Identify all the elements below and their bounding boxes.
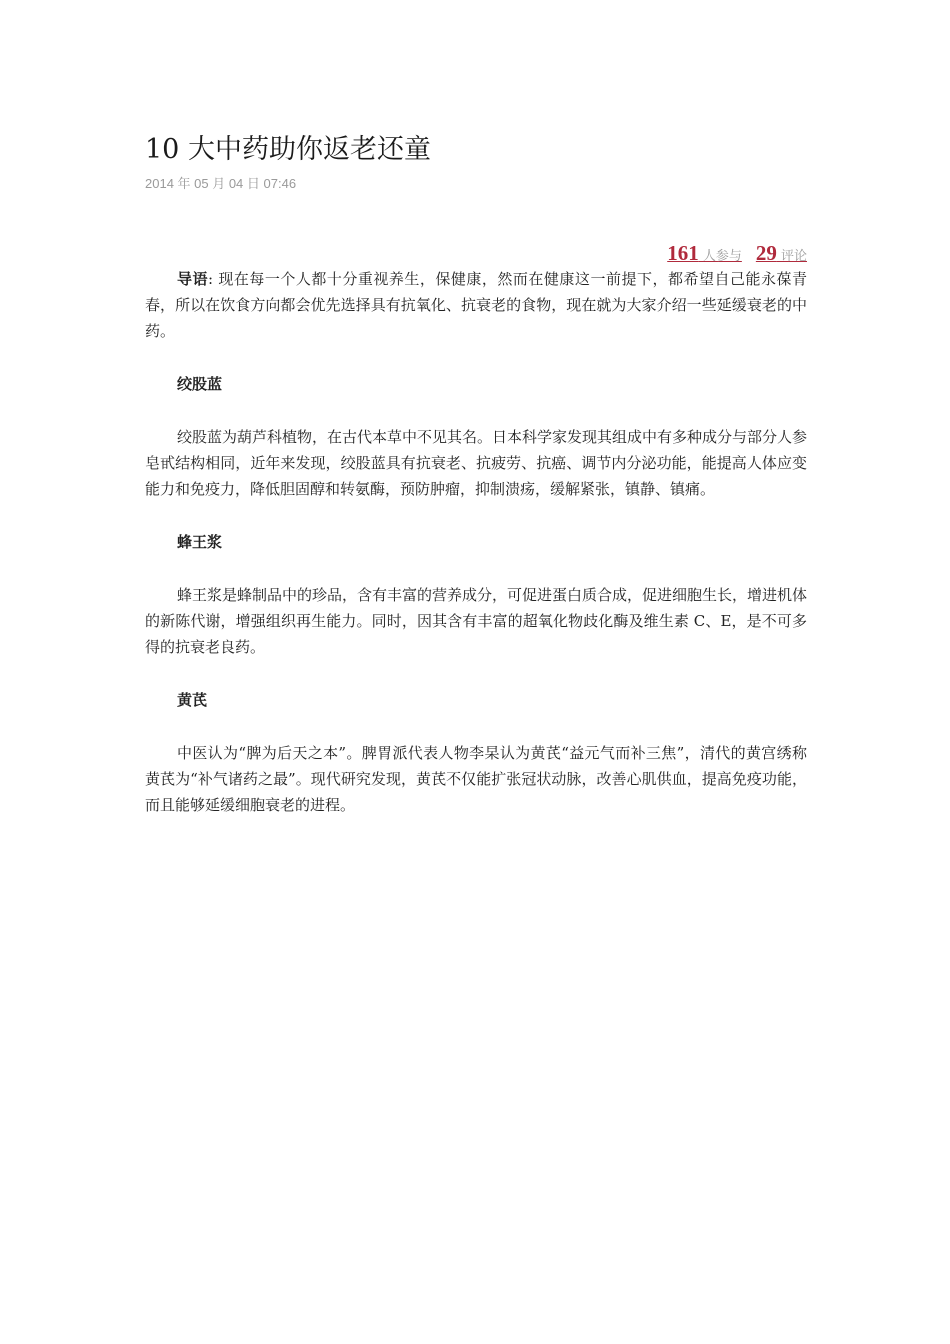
comments-link[interactable] xyxy=(755,241,807,265)
participants-label: 人参与 xyxy=(698,249,742,264)
intro-label: 导语 xyxy=(177,270,209,288)
section-heading-jiaogulan: 绞股蓝 xyxy=(177,375,223,393)
section-heading-royal-jelly: 蜂王浆 xyxy=(177,533,223,551)
intro-text: : 现在每一个人都十分重视养生，保健康，然而在健康这一前提下，都希望自己能永葆青春，所以在饮食方向都会优先选择具有抗氧化、抗衰老的食物，现在就为大家介绍一些延缓衰老的中药。 xyxy=(145,270,807,340)
section-heading-astragalus: 黄芪 xyxy=(177,691,208,709)
comments-label: 评论 xyxy=(776,249,807,264)
participants-count: 161 xyxy=(667,241,699,265)
section-body-astragalus: 中医认为“脾为后天之本”。脾胃派代表人物李杲认为黄芪“益元气而补三焦”，清代的黄宫绣称黄芪为“补气诸药之最”。现代研究发现，黄芪不仅能扩张冠状动脉，改善心肌供血，提高免疫功能，而且能够延缓细胞衰老的进程。 xyxy=(145,744,807,814)
comments-count: 29 xyxy=(755,241,777,265)
section-body-royal-jelly: 蜂王浆是蜂制品中的珍品，含有丰富的营养成分，可促进蛋白质合成，促进细胞生长，增进机体的新陈代谢，增强组织再生能力。同时，因其含有丰富的超氧化物歧化酶及维生素 C、E，是不可多得的抗衰老良药。 xyxy=(145,586,808,656)
article-page xyxy=(145,130,807,818)
article-stats xyxy=(145,240,807,266)
participants-link[interactable] xyxy=(667,241,742,265)
section-body-jiaogulan: 绞股蓝为葫芦科植物，在古代本草中不见其名。日本科学家发现其组成中有多种成分与部分人参皂甙结构相同，近年来发现，绞股蓝具有抗衰老、抗疲劳、抗癌、调节内分泌功能，能提高人体应变能力和免疫力，降低胆固醇和转氨酶，预防肿瘤，抑制溃疡，缓解紧张，镇静、镇痛。 xyxy=(145,428,808,498)
article-date: 2014 年 05 月 04 日 07:46 xyxy=(145,176,297,191)
article-title: 10 大中药助你返老还童 xyxy=(145,134,431,165)
intro-paragraph xyxy=(145,266,807,344)
